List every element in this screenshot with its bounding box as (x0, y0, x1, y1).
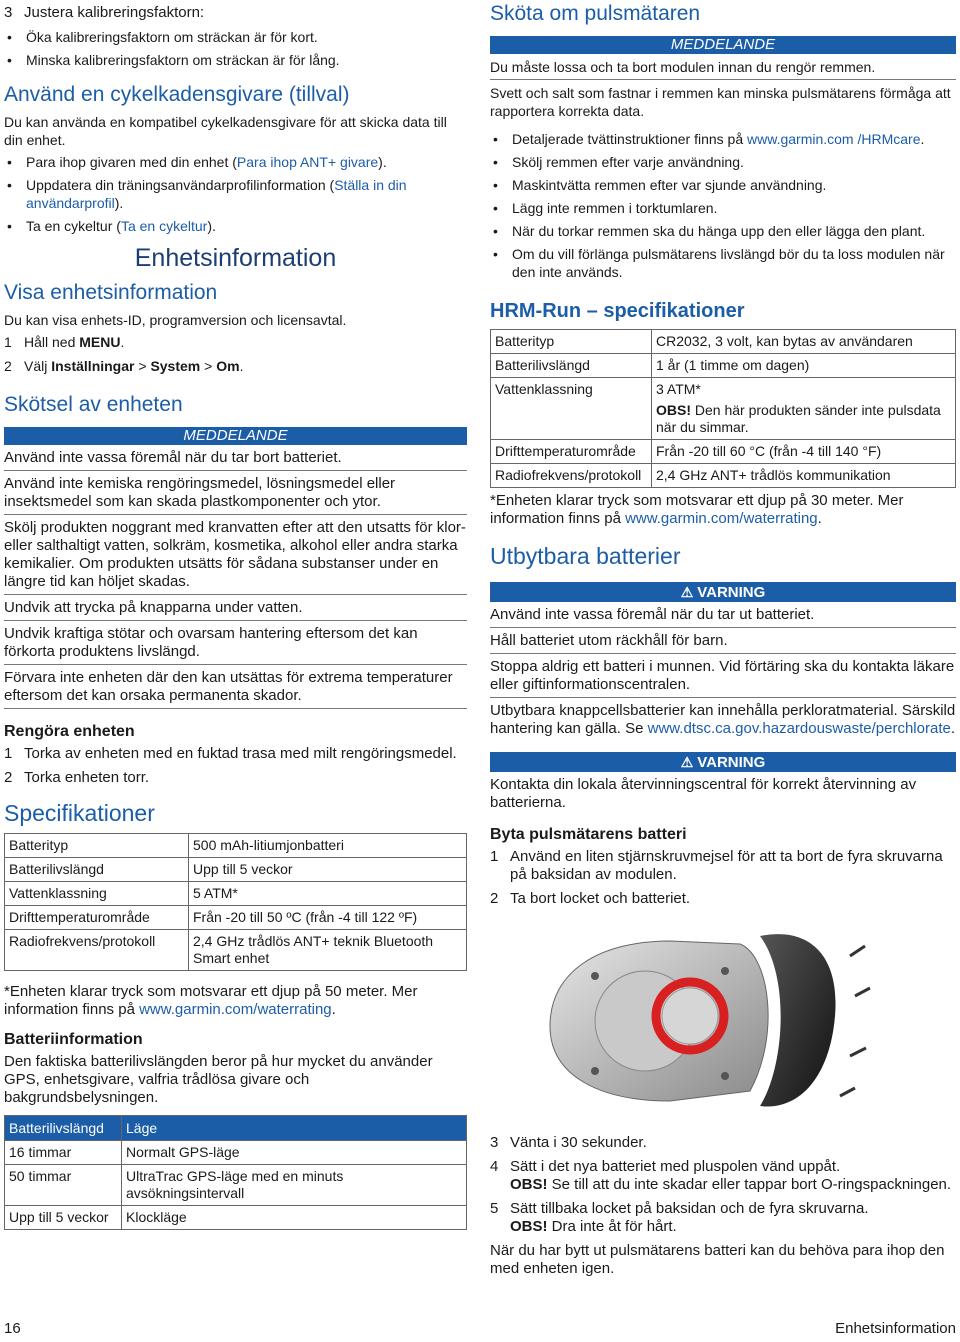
hrm-care-list (490, 130, 956, 281)
battery-paragraph: Stoppa aldrig ett batteri i munnen. Vid förtäring ska du kontakta läkare eller giftinformationscentralen. (490, 658, 956, 698)
list-item: • Uppdatera din träningsanvändarprofilinformation (Ställa in din användarprofil). (4, 176, 467, 212)
table-row: Vattenklassning 3 ATM* OBS! Den här produkten sänder inte pulsdata när du simmar. (491, 378, 956, 440)
table-row: Upp till 5 veckor Klockläge (5, 1206, 467, 1230)
list-item: • Para ihop givaren med din enhet (Para ihop ANT+ givare). (4, 153, 467, 171)
table-row: Drifttemperaturområde Från -20 till 50 ºC (från -4 till 122 ºF) (5, 906, 467, 930)
link-perchlorate[interactable]: www.dtsc.ca.gov.hazardouswaste/perchlorate (647, 720, 951, 737)
list-item: • Minska kalibreringsfaktorn om sträckan är för lång. (4, 51, 467, 69)
replace-step-2: 2 Ta bort locket och batteriet. (490, 890, 691, 907)
link-pair-ant[interactable]: Para ihop ANT+ givare (236, 154, 379, 170)
hrm-paragraph: Du måste lossa och ta bort modulen innan du rengör remmen. (490, 58, 956, 80)
table-row: Batterityp 500 mAh-litiumjonbatteri (5, 834, 467, 858)
list-item: • Maskintvätta remmen efter var sjunde användning. (490, 176, 956, 194)
clean-step-2: 2 Torka enheten torr. (4, 769, 150, 786)
care-paragraph: Använd inte kemiska rengöringsmedel, lösningsmedel eller insektsmedel som kan skada plastkomponenter och ytor. (4, 475, 467, 515)
battery-life-table (4, 1115, 467, 1230)
hrm-footnote: *Enheten klarar tryck som motsvarar ett djup på 30 meter. Mer information finns på www.garmin.com/waterrating. (490, 492, 904, 527)
replace-outro: När du har bytt ut pulsmätarens batteri kan du behöva para ihop den med enheten igen. (490, 1242, 945, 1277)
battery-info-intro: Den faktiska batterilivslängden beror på hur mycket du använder GPS, enhetsgivare, valfria trådlösa givare och bakgrundsbelysningen. (4, 1053, 433, 1106)
chapter-title: Enhetsinformation (134, 244, 337, 272)
list-item: • Skölj remmen efter varje användning. (490, 153, 956, 171)
table-row: Vattenklassning 5 ATM* (5, 882, 467, 906)
battery-paragraph: Använd inte vassa föremål när du tar ut batteriet. (490, 606, 956, 628)
hrm-module-icon (510, 916, 920, 1126)
cadence-intro: Du kan använda en kompatibel cykelkadensgivare för att skicka data till din enhet. (4, 114, 447, 148)
hrm-specs-table (490, 329, 956, 488)
notice-banner: MEDDELANDE (4, 427, 467, 445)
right-column (490, 0, 956, 1282)
battery-paragraph: Håll batteriet utom räckhåll för barn. (490, 632, 956, 654)
care-paragraph: Undvik att trycka på knapparna under vatten. (4, 599, 467, 621)
section-title-specs: Specifikationer (4, 800, 155, 826)
clean-step-1: 1 Torka av enheten med en fuktad trasa med milt rengöringsmedel. (4, 745, 457, 762)
step-1: 1 Håll ned MENU. (4, 334, 125, 350)
table-row: Drifttemperaturområde Från -20 till 60 °C (från -4 till 140 °F) (491, 440, 956, 464)
warning-icon: ⚠ (680, 584, 694, 600)
table-row: Batterityp CR2032, 3 volt, kan bytas av användaren (491, 330, 956, 354)
page-footer (4, 1320, 956, 1338)
list-item: • Om du vill förlänga pulsmätarens livslängd bör du ta loss modulen när den inte används. (490, 245, 956, 281)
battery-paragraph: Kontakta din lokala återvinningscentral för korrekt återvinning av batterierna. (490, 776, 917, 811)
list-item: • Lägg inte remmen i torktumlaren. (490, 199, 956, 217)
specs-footnote: *Enheten klarar tryck som motsvarar ett djup på 50 meter. Mer information finns på www.garmin.com/waterrating. (4, 983, 418, 1018)
replace-step-1: 1 Använd en liten stjärnskruvmejsel för att ta bort de fyra skruvarna på baksidan av modulen. (490, 848, 943, 883)
table-header-row: Batterilivslängd Läge (5, 1116, 467, 1141)
notice-banner: MEDDELANDE (490, 36, 956, 54)
step-2: 2 Välj Inställningar > System > Om. (4, 358, 244, 374)
replace-step-4: 4 Sätt i det nya batteriet med pluspolen vänd uppåt. OBS! Se till att du inte skadar eller tappar bort O-ringspackningen. (490, 1158, 952, 1193)
list-item: • Detaljerade tvättinstruktioner finns på www.garmin.com /HRMcare. (490, 130, 956, 148)
link-hrmcare[interactable]: www.garmin.com /HRMcare (747, 131, 921, 147)
section-title-battery-info: Batteriinformation (4, 1031, 143, 1048)
list-item: • Ta en cykeltur (Ta en cykeltur). (4, 217, 467, 235)
link-waterrating[interactable]: www.garmin.com/waterrating (625, 510, 818, 527)
step-text: Justera kalibreringsfaktorn: (24, 4, 205, 21)
table-row: Radiofrekvens/protokoll 2,4 GHz ANT+ trådlös kommunikation (491, 464, 956, 488)
link-user-profile[interactable]: Ställa in din användarprofil (26, 177, 407, 211)
section-title-hrm-care: Sköta om pulsmätaren (490, 2, 701, 25)
section-title-replace: Byta pulsmätarens batteri (490, 826, 687, 843)
table-row: Batterilivslängd Upp till 5 veckor (5, 858, 467, 882)
list-item: • Öka kalibreringsfaktorn om sträckan är för kort. (4, 28, 467, 46)
view-info-intro: Du kan visa enhets-ID, programversion och licensavtal. (4, 312, 347, 328)
replace-step-5: 5 Sätt tillbaka locket på baksidan och de fyra skruvarna. OBS! Dra inte åt för hårt. (490, 1200, 869, 1235)
calibration-list (4, 28, 467, 69)
care-paragraph: Förvara inte enheten där den kan utsättas för extrema temperaturer eftersom det kan orsaka permanenta skador. (4, 669, 467, 709)
link-bike-ride[interactable]: Ta en cykeltur (120, 218, 208, 234)
step-3 (4, 4, 467, 22)
section-title-view-info: Visa enhetsinformation (4, 281, 218, 304)
section-title-care: Skötsel av enheten (4, 393, 183, 416)
link-waterrating[interactable]: www.garmin.com/waterrating (139, 1001, 332, 1018)
step-number: 3 (4, 4, 13, 21)
cadence-list (4, 153, 467, 235)
section-title-cleaning: Rengöra enheten (4, 723, 135, 740)
table-row: Batterilivslängd 1 år (1 timme om dagen) (491, 354, 956, 378)
specs-table (4, 833, 467, 971)
warning-banner: ⚠ VARNING (490, 582, 956, 602)
care-paragraph: Använd inte vassa föremål när du tar bort batteriet. (4, 449, 467, 471)
obs-note: OBS! Den här produkten sänder inte pulsdata när du simmar. (656, 402, 941, 435)
replace-step-3: 3 Vänta i 30 sekunder. (490, 1134, 647, 1151)
battery-paragraph: Utbytbara knappcellsbatterier kan innehålla perkloratmaterial. Särskild hantering kan gälla. Se www.dtsc.ca.gov.hazardouswaste/perchlorate. (490, 702, 956, 737)
table-row: Radiofrekvens/protokoll 2,4 GHz trådlös ANT+ teknik Bluetooth Smart enhet (5, 930, 467, 971)
hrm-paragraph: Svett och salt som fastnar i remmen kan minska pulsmätarens förmåga att rapportera korrekta data. (490, 85, 951, 119)
left-column (4, 0, 467, 1230)
section-title-hrm-specs: HRM-Run – specifikationer (490, 300, 745, 322)
page-number: 16 (4, 1320, 21, 1337)
table-row: 50 timmar UltraTrac GPS-läge med en minuts avsökningsintervall (5, 1165, 467, 1206)
warning-icon: ⚠ (680, 754, 694, 770)
warning-banner: ⚠ VARNING (490, 752, 956, 772)
care-paragraph: Undvik kraftiga stötar och ovarsam hantering eftersom det kan förkorta produktens livslängd. (4, 625, 467, 665)
footer-section: Enhetsinformation (835, 1320, 956, 1337)
care-paragraph: Skölj produkten noggrant med kranvatten efter att den utsatts för klor- eller salthaltigt vatten, solkräm, kosmetika, alkohol eller andra starka kemikalier. Om produkten utsätts för sådana substanser under en längre tid kan höljet skadas. (4, 519, 467, 595)
list-item: • När du torkar remmen ska du hänga upp den eller lägga den plant. (490, 222, 956, 240)
hrm-module-illustration (510, 916, 920, 1126)
section-title-cadence: Använd en cykelkadensgivare (tillval) (4, 83, 350, 106)
table-row: 16 timmar Normalt GPS-läge (5, 1141, 467, 1165)
section-title-batteries: Utbytbara batterier (490, 543, 681, 569)
